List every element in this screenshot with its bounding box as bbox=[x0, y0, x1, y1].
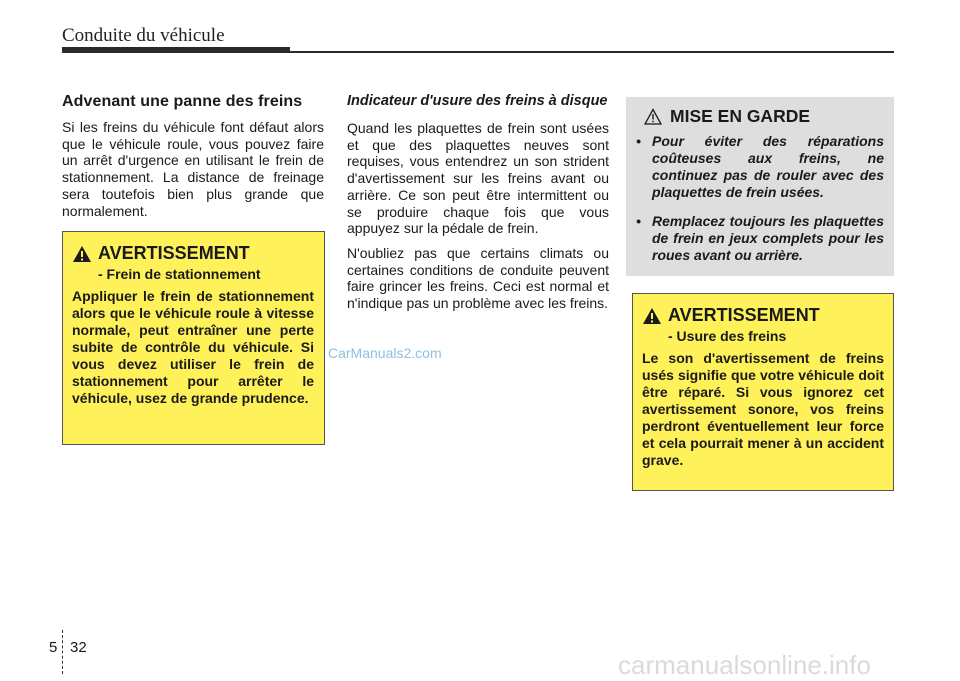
caution-triangle-icon bbox=[644, 108, 662, 125]
wear-indicator-paragraph-1: Quand les plaquettes de frein sont usées et que des plaquettes neuves sont requises, vous entendrez un son strident d'avertissement sur les freins avant ou arrière. Ce son peut être intermittent ou se produire chaque fois que vous appuyez sur la pédale de frein. bbox=[347, 120, 609, 237]
section-heading-wear-indicator: Indicateur d'usure des freins à disque bbox=[347, 93, 608, 109]
wear-indicator-paragraph-2: N'oubliez pas que certains climats ou certaines conditions de conduite peuvent faire grincer les freins. Ceci est normal et n'indique pas un problème avec les freins. bbox=[347, 244, 609, 312]
warning-title-row bbox=[72, 243, 314, 264]
watermark-middle: CarManuals2.com bbox=[328, 345, 442, 361]
warning-title: AVERTISSEMENT bbox=[98, 243, 250, 263]
footer-divider bbox=[62, 630, 63, 674]
page-header-title: Conduite du véhicule bbox=[62, 25, 225, 46]
caution-title-row bbox=[644, 106, 884, 127]
warning-subtitle: - Usure des freins bbox=[668, 328, 787, 344]
caution-box bbox=[626, 97, 894, 276]
caution-item bbox=[636, 213, 884, 264]
bullet-icon: • bbox=[636, 133, 641, 149]
bullet-icon: • bbox=[636, 213, 641, 229]
middle-column bbox=[347, 93, 609, 320]
warning-box-parking-brake bbox=[62, 231, 325, 445]
warning-triangle-icon bbox=[72, 245, 92, 263]
watermark-footer: carmanualsonline.info bbox=[618, 650, 871, 680]
page-number: 32 bbox=[70, 639, 87, 656]
warning-subtitle: - Frein de stationnement bbox=[98, 266, 261, 282]
caution-item-text: Pour éviter des réparations coûteuses aux freins, ne continuez pas de rouler avec des plaquettes de frein usées. bbox=[652, 133, 884, 200]
warning-title: AVERTISSEMENT bbox=[668, 305, 820, 325]
warning-title-row bbox=[642, 305, 884, 326]
warning-text: Appliquer le frein de stationnement alors que le véhicule roule à vitesse normale, peut entraîner une perte subite de contrôle du véhicule. Si vous devez utiliser le frein de stationnement pour arrêter le véhicule, usez de grande prudence. bbox=[72, 288, 314, 406]
left-column bbox=[62, 93, 324, 227]
warning-triangle-icon bbox=[642, 307, 662, 325]
header-rule bbox=[62, 51, 894, 53]
caution-list bbox=[636, 133, 884, 264]
brake-failure-paragraph: Si les freins du véhicule font défaut alors que le véhicule roule, vous pouvez faire un arrêt d'urgence en utilisant le frein de stationnement. La distance de freinage sera toutefois bien plus grande que normalement. bbox=[62, 119, 324, 219]
warning-text: Le son d'avertissement de freins usés signifie que votre véhicule doit être réparé. Si vous ignorez cet avertissement sonore, vos freins perdront éventuellement leur force et cela pourrait mener à un accident grave. bbox=[642, 350, 884, 468]
caution-item-text: Remplacez toujours les plaquettes de frein en jeux complets pour les roues avant ou arrière. bbox=[652, 213, 884, 263]
chapter-number: 5 bbox=[49, 639, 58, 656]
caution-title: MISE EN GARDE bbox=[670, 106, 811, 126]
warning-box-brake-wear bbox=[632, 293, 894, 491]
caution-item bbox=[636, 133, 884, 201]
section-heading-brake-failure: Advenant une panne des freins bbox=[62, 93, 303, 110]
